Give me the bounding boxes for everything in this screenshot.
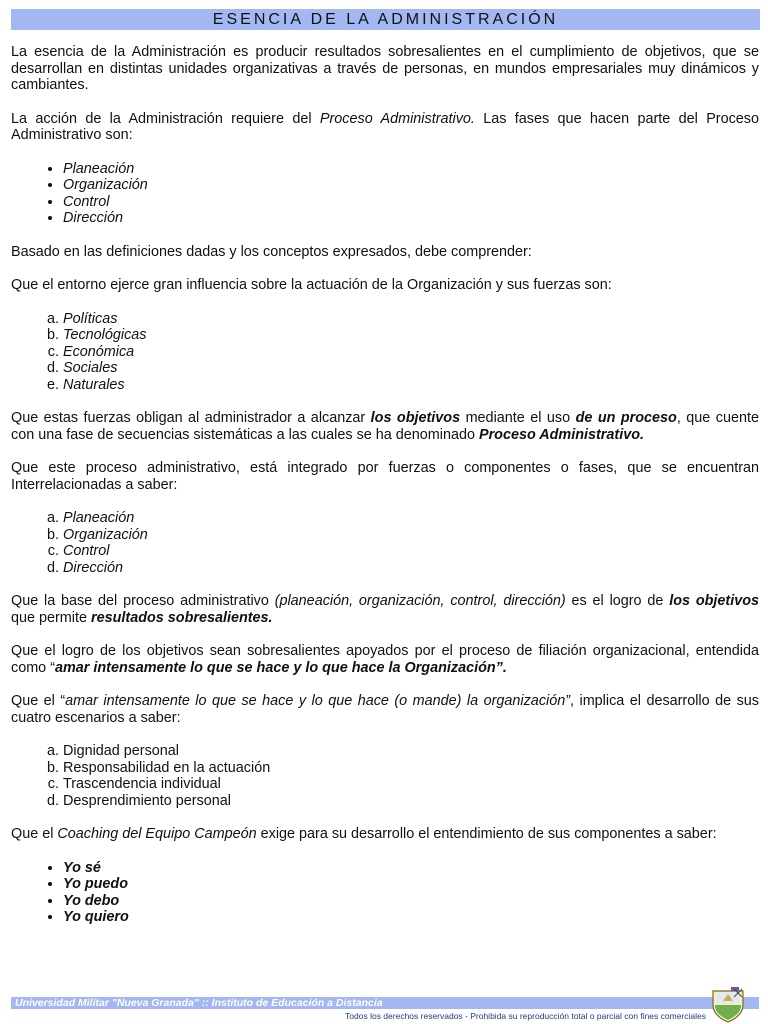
list-item: a. Planeación (63, 510, 759, 527)
forces-list (11, 311, 759, 394)
list-item: • Yo quiero (63, 909, 759, 926)
footer-institution: Universidad Militar "Nueva Granada" :: Instituto de Educación a Distancia (11, 997, 759, 1009)
list-item: d. Dirección (63, 560, 759, 577)
components-list (11, 510, 759, 576)
list-item: a. Dignidad personal (63, 743, 759, 760)
list-item: c. Económica (63, 344, 759, 361)
list-item: • Organización (63, 177, 759, 194)
list-item: c. Control (63, 543, 759, 560)
list-item: d. Sociales (63, 360, 759, 377)
list-item: • Yo sé (63, 860, 759, 877)
paragraph-forces-objectives: Que estas fuerzas obligan al administrador a alcanzar los objetivos mediante el uso de un proceso, que cuente con una fase de secuencias sistemáticas a las cuales se ha denominado Proceso Administrativo. (11, 410, 759, 443)
paragraph-scenarios: Que el “amar intensamente lo que se hace y lo que hace (o mande) la organización”, implica el desarrollo de sus cuatro escenarios a saber: (11, 693, 759, 726)
document-body (11, 44, 759, 943)
list-item: a. Políticas (63, 311, 759, 328)
list-item: b. Organización (63, 527, 759, 544)
footer-rights: Todos los derechos reservados - Prohibida su reproducción total o parcial con fines comerciales (345, 1011, 706, 1021)
coaching-list (11, 860, 759, 926)
list-item: • Planeación (63, 161, 759, 178)
paragraph-process-base: Que la base del proceso administrativo (planeación, organización, control, dirección) es el logro de los objetivos que permite resultados sobresalientes. (11, 593, 759, 626)
paragraph-process-intro: La acción de la Administración requiere del Proceso Administrativo. Las fases que hacen parte del Proceso Administrativo son: (11, 110, 759, 143)
list-item: • Yo puedo (63, 876, 759, 893)
phases-list (11, 161, 759, 227)
scenarios-list (11, 743, 759, 809)
paragraph-coaching: Que el Coaching del Equipo Campeón exige para su desarrollo el entendimiento de sus componentes a saber: (11, 826, 717, 842)
list-item: e. Naturales (63, 377, 759, 394)
paragraph-understand: Basado en las definiciones dadas y los conceptos expresados, debe comprender: (11, 243, 532, 260)
list-item: • Dirección (63, 210, 759, 227)
paragraph-essence: La esencia de la Administración es producir resultados sobresalientes en el cumplimiento de objetivos, que se desarrollan en distintas unidades organizativas a través de personas, en mundos empresariales muy dinámicos y cambiantes. (11, 44, 759, 93)
list-item: • Control (63, 194, 759, 211)
list-item: b. Tecnológicas (63, 327, 759, 344)
paragraph-environment: Que el entorno ejerce gran influencia sobre la actuación de la Organización y sus fuerzas son: (11, 277, 612, 293)
list-item: b. Responsabilidad en la actuación (63, 760, 759, 777)
list-item: d. Desprendimiento personal (63, 793, 759, 810)
paragraph-process-components: Que este proceso administrativo, está integrado por fuerzas o componentes o fases, que se encuentran Interrelacionadas a saber: (11, 460, 759, 493)
paragraph-filiation: Que el logro de los objetivos sean sobresalientes apoyados por el proceso de filiación organizacional, entendida como “amar intensamente lo que se hace y lo que hace la Organización”. (11, 643, 759, 676)
university-shield-icon (709, 985, 747, 1023)
list-item: • Yo debo (63, 893, 759, 910)
page-title: ESENCIA DE LA ADMINISTRACIÓN (11, 9, 760, 30)
list-item: c. Trascendencia individual (63, 776, 759, 793)
